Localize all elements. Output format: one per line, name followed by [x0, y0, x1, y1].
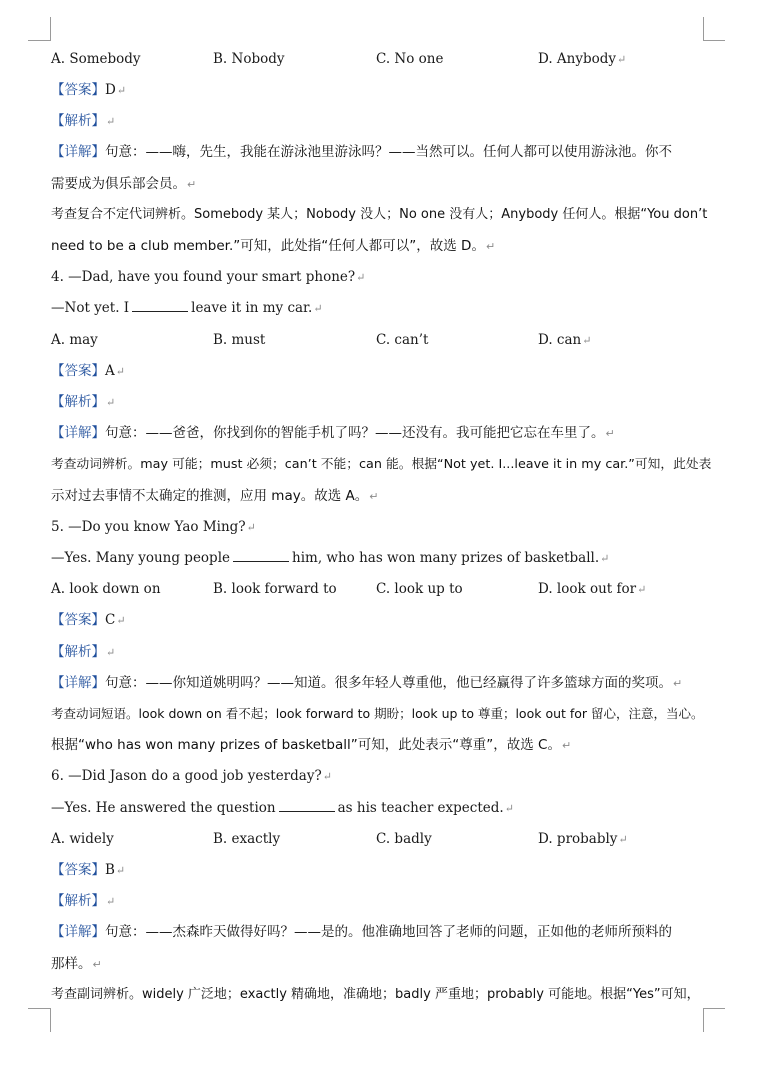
q3-explain-line-2: need to be a club member.”可知，此处指“任何人都可以”，故选 D。↵ — [51, 238, 496, 254]
q4-stem: 4. —Dad, have you found your smart phone?↵ — [51, 269, 366, 285]
q3-detail-line-2: 需要成为俱乐部会员。↵ — [51, 176, 197, 192]
q4-explain-line-1: 考查动词辨析。may 可能；must 必须；can’t 不能；can 能。根据“Not yet. I...leave it in my car.”可知，此处表 — [51, 457, 712, 472]
q4-analysis: 【解析】↵ — [51, 394, 116, 410]
q6-reply: —Yes. He answered the question as his teacher expected.↵ — [51, 800, 514, 816]
q6-answer: 【答案】B↵ — [51, 862, 126, 878]
q5-explain-line-1: 考查动词短语。look down on 看不起；look forward to 期盼；look up to 尊重；look out for 留心，注意，当心。 — [51, 706, 704, 721]
q6-stem: 6. —Did Jason do a good job yesterday?↵ — [51, 768, 332, 784]
q5-answer: 【答案】C↵ — [51, 612, 126, 628]
q6-option-a: A. widely — [51, 831, 114, 847]
q6-option-d: D. probably↵ — [538, 831, 628, 847]
q4-detail-line-1: 【详解】句意：——爸爸，你找到你的智能手机了吗？——还没有。我可能把它忘在车里了。↵ — [51, 425, 615, 441]
q5-option-d: D. look out for↵ — [538, 581, 647, 597]
q3-options — [51, 50, 711, 68]
q4-explain-line-2: 示对过去事情不太确定的推测，应用 may。故选 A。↵ — [51, 488, 379, 504]
q5-reply: —Yes. Many young people him, who has won many prizes of basketball.↵ — [51, 550, 610, 566]
q4-option-b: B. must — [213, 332, 266, 348]
crop-mark-bottom-right-v — [703, 1008, 704, 1032]
q5-option-c: C. look up to — [376, 581, 463, 597]
q3-explain-line-1: 考查复合不定代词辨析。Somebody 某人；Nobody 没人；No one 没有人；Anybody 任何人。根据“You don’t — [51, 207, 708, 222]
answer-tag: 【答案】 — [51, 82, 105, 98]
q6-option-b: B. exactly — [213, 831, 281, 847]
q3-analysis: 【解析】↵ — [51, 113, 116, 129]
q6-option-c: C. badly — [376, 831, 432, 847]
q6-options — [51, 830, 711, 848]
crop-mark-top-right-h — [703, 40, 725, 41]
answer-value: D — [105, 82, 116, 98]
q3-option-a: A. Somebody — [51, 51, 141, 67]
q6-detail-line-1: 【详解】句意：——杰森昨天做得好吗？——是的。他准确地回答了老师的问题，正如他的老师所预料的 — [51, 924, 672, 940]
answer-blank — [132, 299, 188, 312]
q3-detail-line-1: 【详解】句意：——嗨，先生，我能在游泳池里游泳吗？——当然可以。任何人都可以使用游泳池。你不 — [51, 144, 672, 160]
q4-options — [51, 331, 711, 349]
q5-detail-line-1: 【详解】句意：——你知道姚明吗？——知道。很多年轻人尊重他，他已经赢得了许多篮球方面的奖项。↵ — [51, 675, 683, 691]
q5-stem: 5. —Do you know Yao Ming?↵ — [51, 519, 256, 535]
q3-option-b: B. Nobody — [213, 51, 285, 67]
crop-mark-bottom-right-h — [703, 1008, 725, 1009]
q4-answer: 【答案】A↵ — [51, 363, 125, 379]
crop-mark-top-left-v — [50, 17, 51, 41]
crop-mark-bottom-left-v — [50, 1008, 51, 1032]
q3-option-d: D. Anybody↵ — [538, 51, 627, 67]
q3-answer: 【答案】D↵ — [51, 82, 127, 98]
q6-analysis: 【解析】↵ — [51, 893, 116, 909]
q4-reply: —Not yet. I leave it in my car.↵ — [51, 300, 323, 316]
q3-option-c: C. No one — [376, 51, 444, 67]
answer-blank — [279, 799, 335, 812]
analysis-tag: 【解析】 — [51, 113, 105, 129]
q6-detail-line-2: 那样。↵ — [51, 956, 102, 972]
crop-mark-bottom-left-h — [28, 1008, 50, 1009]
q6-explain-line-1: 考查副词辨析。widely 广泛地；exactly 精确地，准确地；badly 严重地；probably 可能地。根据“Yes”可知， — [51, 987, 700, 1002]
q5-options — [51, 580, 711, 598]
crop-mark-top-left-h — [28, 40, 50, 41]
q5-analysis: 【解析】↵ — [51, 644, 116, 660]
q5-explain-line-2: 根据“who has won many prizes of basketball”可知，此处表示“尊重”，故选 C。↵ — [51, 737, 572, 753]
q4-option-a: A. may — [51, 332, 98, 348]
answer-blank — [233, 549, 289, 562]
q5-option-a: A. look down on — [51, 581, 161, 597]
crop-mark-top-right-v — [703, 17, 704, 41]
detail-tag: 【详解】 — [51, 144, 105, 160]
q4-option-c: C. can’t — [376, 332, 429, 348]
q4-option-d: D. can↵ — [538, 332, 592, 348]
q5-option-b: B. look forward to — [213, 581, 337, 597]
